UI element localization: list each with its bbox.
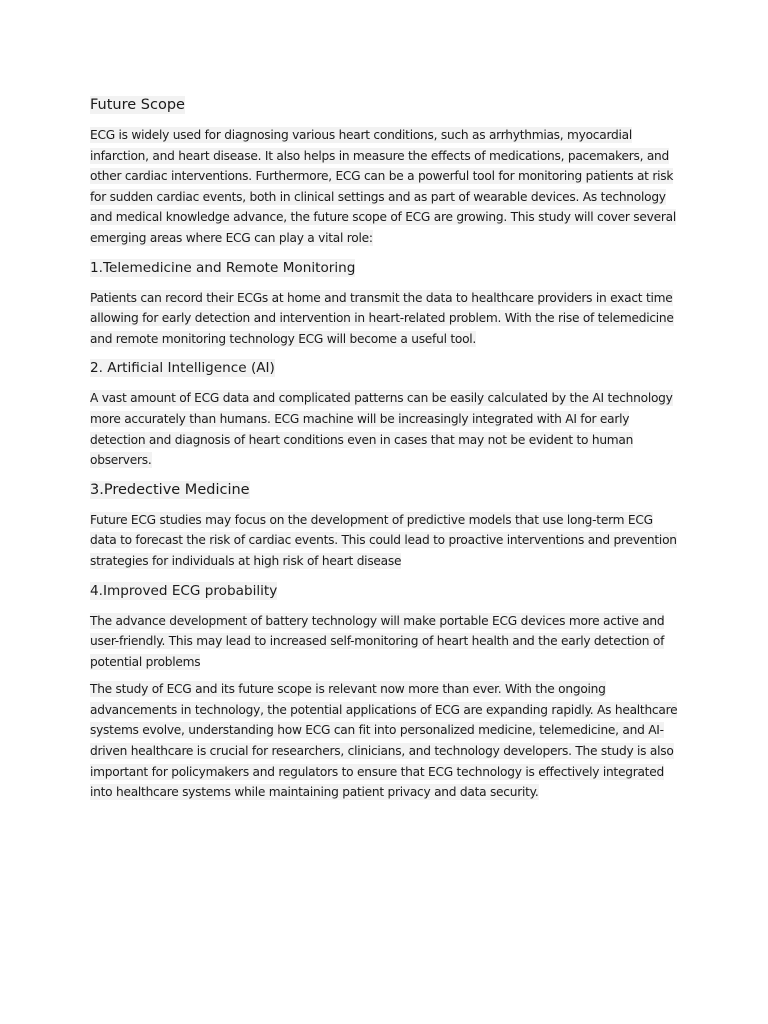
page-title-text: Future Scope — [90, 97, 185, 113]
section-body-text: Future ECG studies may focus on the development of predictive models that use long-term ECG data to forecast the risk of cardiac events. This could lead to proactive interventions and prevention strategies for individuals at high risk of heart disease — [90, 512, 677, 568]
section-body-text: A vast amount of ECG data and complicated patterns can be easily calculated by the AI technology more accurately than humans. ECG machine will be increasingly integrated with AI for early detection and diagnosis of heart conditions even in cases that may not be evident to human observers. — [90, 391, 673, 468]
section-heading-telemedicine — [90, 258, 680, 278]
section-heading-text: 4.Improved ECG probability — [90, 582, 278, 599]
section-heading-text: 1.Telemedicine and Remote Monitoring — [90, 259, 356, 276]
section-body-predictive-medicine — [90, 510, 680, 572]
document-page — [90, 95, 680, 812]
section-heading-predictive-medicine — [90, 480, 680, 500]
conclusion-text: The study of ECG and its future scope is relevant now more than ever. With the ongoing advancements in technology, the potential applications of ECG are expanding rapidly. As healthcare systems evolve, understanding how ECG can fit into personalized medicine, telemedicine, and AI-driven healthcare is crucial for researchers, clinicians, and technology developers. The study is also important for policymakers and regulators to ensure that ECG technology is effectively integrated into healthcare systems while maintaining patient privacy and data security. — [90, 682, 678, 800]
conclusion-paragraph — [90, 679, 680, 803]
section-body-improved-ecg — [90, 611, 680, 673]
section-body-text: The advance development of battery technology will make portable ECG devices more active and user-friendly. This may lead to increased self-monitoring of heart health and the early detection of potential problems — [90, 613, 665, 669]
section-body-ai — [90, 388, 680, 470]
section-heading-text: 3.Predective Medicine — [90, 481, 250, 498]
intro-paragraph — [90, 125, 680, 249]
section-heading-improved-ecg — [90, 581, 680, 601]
section-heading-text: 2. Artificial Intelligence (AI) — [90, 360, 275, 377]
section-heading-ai — [90, 358, 680, 378]
page-title — [90, 95, 680, 115]
intro-text: ECG is widely used for diagnosing various heart conditions, such as arrhythmias, myocardial infarction, and heart disease. It also helps in measure the effects of medications, pacemakers, and other cardiac interventions. Furthermore, ECG can be a powerful tool for monitoring patients at risk for sudden cardiac events, both in clinical settings and as part of wearable devices. As technology and medical knowledge advance, the future scope of ECG are growing. This study will cover several emerging areas where ECG can play a vital role: — [90, 128, 676, 245]
section-body-telemedicine — [90, 288, 680, 350]
section-body-text: Patients can record their ECGs at home and transmit the data to healthcare providers in exact time allowing for early detection and intervention in heart-related problem. With the rise of telemedicine and remote monitoring technology ECG will become a useful tool. — [90, 290, 674, 346]
